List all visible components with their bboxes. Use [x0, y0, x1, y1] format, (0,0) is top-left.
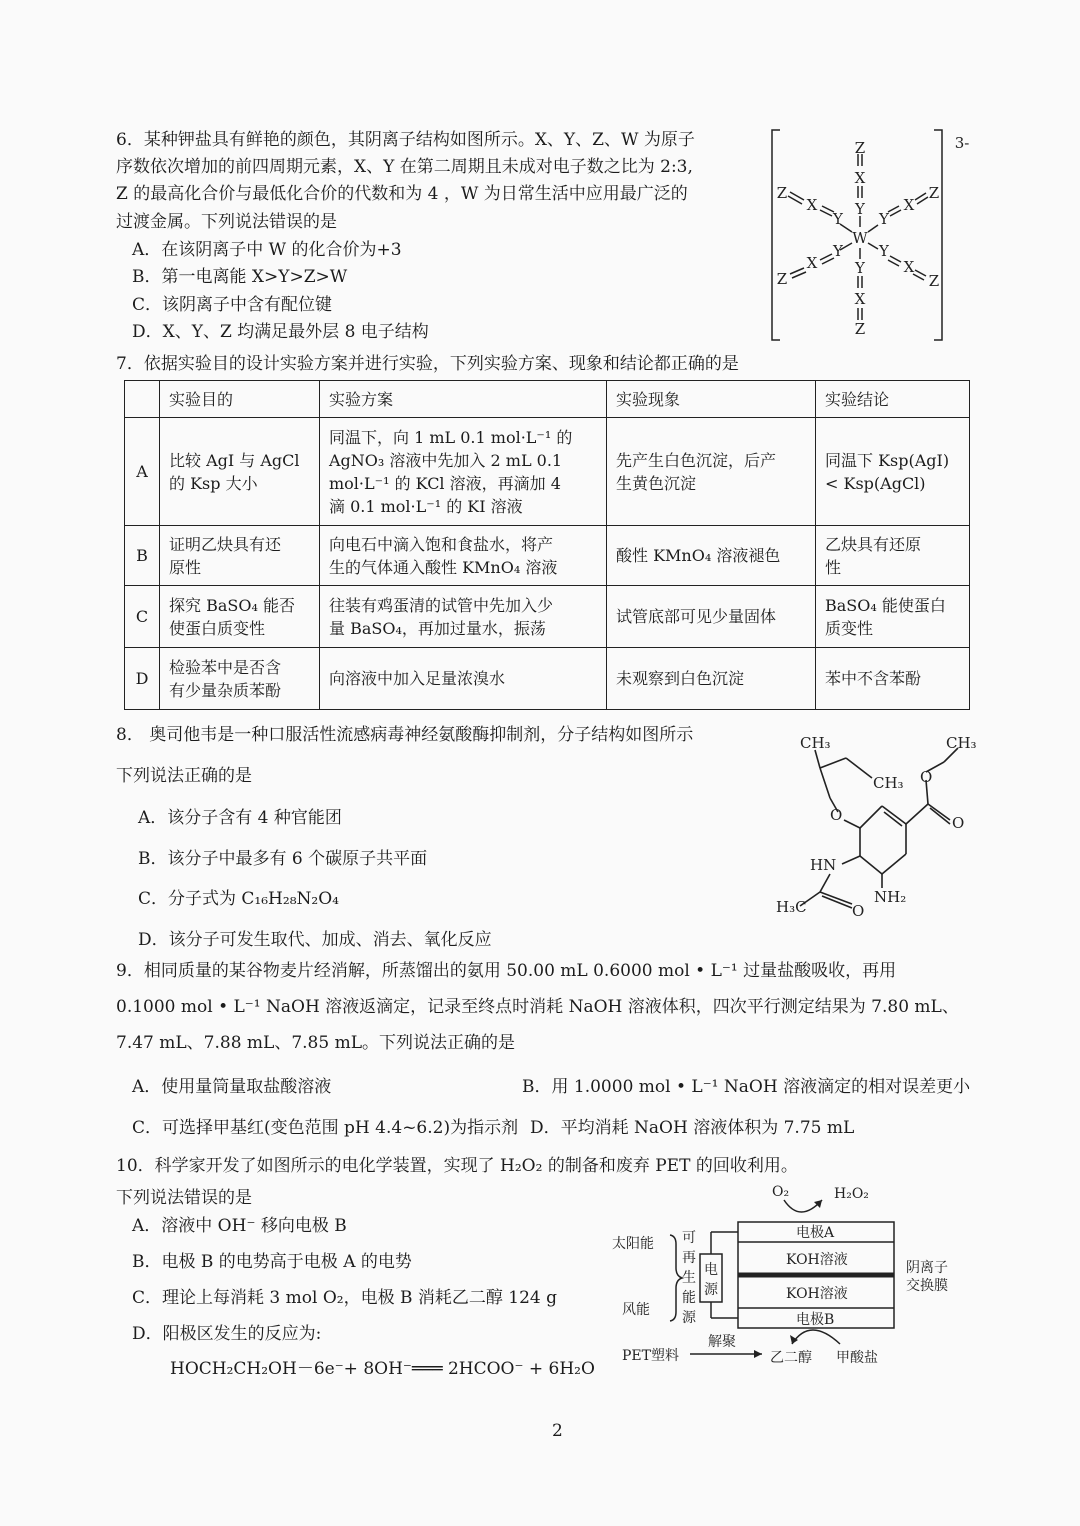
renewable-char: 源 [682, 1310, 696, 1326]
oxygen-label: O [852, 902, 865, 920]
atom-x: X [854, 290, 866, 308]
oxygen-label: O [920, 768, 933, 786]
koh-solution-bottom-label: KOH溶液 [786, 1286, 848, 1302]
row-label: C [125, 586, 160, 648]
col-purpose: 实验目的 [160, 381, 320, 418]
atom-y: Y [833, 210, 843, 228]
atom-x: X [854, 169, 866, 187]
table-row [125, 418, 970, 526]
purpose-cell: 证明乙炔具有还 原性 [160, 526, 320, 586]
ch3-label: CH₃ [946, 734, 977, 752]
q6-option-c[interactable]: C．该阴离子中含有配位键 [132, 295, 333, 315]
atom-z: Z [776, 270, 788, 288]
phenomenon-cell: 先产生白色沉淀，后产 生黄色沉淀 [607, 418, 816, 526]
q9-line-1: 9．相同质量的某谷物麦片经消解，所蒸馏出的氨用 50.00 mL 0.6000 mol • L⁻¹ 过量盐酸吸收，再用 [116, 961, 897, 981]
q10-option-d[interactable]: D．阳极区发生的反应为: [132, 1324, 322, 1344]
purpose-cell: 检验苯中是否含 有少量杂质苯酚 [160, 648, 320, 710]
glycol-label: 乙二醇 [770, 1350, 812, 1366]
electrode-a-label: 电极A [796, 1225, 835, 1241]
col-conclusion: 实验结论 [816, 381, 970, 418]
phenomenon-cell: 试管底部可见少量固体 [607, 586, 816, 648]
table-row [125, 586, 970, 648]
q8-option-c[interactable]: C．分子式为 C₁₆H₂₈N₂O₄ [138, 889, 339, 909]
koh-solution-top-label: KOH溶液 [786, 1252, 848, 1268]
atom-y: Y [833, 242, 843, 260]
phenomenon-cell: 酸性 KMnO₄ 溶液褪色 [607, 526, 816, 586]
experiment-table [124, 380, 970, 710]
q6-option-b[interactable]: B．第一电离能 X>Y>Z>W [132, 267, 348, 287]
plan-cell: 同温下，向 1 mL 0.1 mol·L⁻¹ 的 AgNO₃ 溶液中先加入 2 mL 0.1 mol·L⁻¹ 的 KCl 溶液，再滴加 4 滴 0.1 mol·L⁻¹ 的 KI 溶液 [320, 418, 607, 526]
row-label: A [125, 418, 160, 526]
atom-y: Y [879, 210, 889, 228]
q10-option-b[interactable]: B．电极 B 的电势高于电极 A 的电势 [132, 1252, 412, 1272]
q8-option-b[interactable]: B．该分子中最多有 6 个碳原子共平面 [138, 849, 428, 869]
plan-cell: 往装有鸡蛋清的试管中先加入少 量 BaSO₄，再加过量水，振荡 [320, 586, 607, 648]
renewable-char: 生 [682, 1270, 696, 1286]
atom-z: Z [854, 139, 866, 157]
atom-x: X [903, 196, 915, 214]
electrochemical-device-figure [600, 1180, 970, 1375]
q7-stem: 7．依据实验目的设计实验方案并进行实验，下列实验方案、现象和结论都正确的是 [116, 354, 739, 374]
q6-line-2: 序数依次增加的前四周期元素，X、Y 在第二周期且未成对电子数之比为 2:3, [116, 157, 693, 177]
oxygen-label: O [952, 814, 965, 832]
table-row [125, 648, 970, 710]
electrode-b-label: 电极B [796, 1312, 835, 1328]
ch3-label: CH₃ [800, 734, 831, 752]
plan-cell: 向电石中滴入饱和食盐水，将产 生的气体通入酸性 KMnO₄ 溶液 [320, 526, 607, 586]
q9-line-3: 7.47 mL、7.88 mL、7.85 mL。下列说法正确的是 [116, 1033, 515, 1053]
atom-x: X [806, 254, 818, 272]
q6-option-a[interactable]: A．在该阴离子中 W 的化合价为+3 [132, 240, 402, 260]
oxygen-label: O [830, 806, 843, 824]
row-label: B [125, 526, 160, 586]
membrane-label: 交换膜 [906, 1278, 948, 1294]
phenomenon-cell: 未观察到白色沉淀 [607, 648, 816, 710]
col-phenomenon: 实验现象 [607, 381, 816, 418]
conclusion-cell: 乙炔具有还原 性 [816, 526, 970, 586]
renewable-char: 能 [682, 1290, 696, 1306]
depolymerization-label: 解聚 [708, 1334, 736, 1350]
col-plan: 实验方案 [320, 381, 607, 418]
anode-equation: HOCH₂CH₂OH－6e⁻+ 8OH⁻═══ 2HCOO⁻ + 6H₂O [170, 1359, 595, 1379]
power-char: 电 [704, 1262, 718, 1278]
atom-z: Z [854, 320, 866, 338]
wind-label: 风能 [622, 1302, 650, 1318]
purpose-cell: 比较 AgI 与 AgCl 的 Ksp 大小 [160, 418, 320, 526]
q6-line-3: Z 的最高化合价与最低化合价的代数和为 4 ，W 为日常生活中应用最广泛的 [116, 184, 688, 204]
atom-x: X [903, 258, 915, 276]
q8-stem-2: 下列说法正确的是 [116, 766, 252, 786]
table-row [125, 526, 970, 586]
q10-option-c[interactable]: C．理论上每消耗 3 mol O₂，电极 B 消耗乙二醇 124 g [132, 1288, 558, 1308]
atom-z: Z [928, 272, 940, 290]
plan-cell: 向溶液中加入足量浓溴水 [320, 648, 607, 710]
formate-label: 甲酸盐 [836, 1350, 878, 1366]
atom-y: Y [879, 242, 889, 260]
q8-option-a[interactable]: A．该分子含有 4 种官能团 [138, 808, 342, 828]
table-header-row [125, 381, 970, 418]
power-char: 源 [704, 1282, 718, 1298]
q8-stem: 8． 奥司他韦是一种口服活性流感病毒神经氨酸酶抑制剂，分子结构如图所示 [116, 725, 694, 745]
nh2-label: NH₂ [874, 888, 907, 906]
oseltamivir-structure-figure [770, 728, 980, 928]
atom-x: X [806, 196, 818, 214]
solar-label: 太阳能 [612, 1236, 654, 1252]
atom-y: Y [855, 200, 865, 218]
q9-option-b[interactable]: B．用 1.0000 mol • L⁻¹ NaOH 溶液滴定的相对误差更小 [522, 1077, 971, 1097]
q9-option-a[interactable]: A．使用量筒量取盐酸溶液 [132, 1077, 332, 1097]
row-label: D [125, 648, 160, 710]
anion-structure-figure [768, 126, 978, 346]
q8-option-d[interactable]: D．该分子可发生取代、加成、消去、氧化反应 [138, 930, 492, 950]
o2-label: O₂ [772, 1184, 790, 1200]
q6-line-1: 6．某种钾盐具有鲜艳的颜色，其阴离子结构如图所示。X、Y、Z、W 为原子 [116, 130, 695, 150]
q6-option-d[interactable]: D．X、Y、Z 均满足最外层 8 电子结构 [132, 322, 429, 342]
hn-label: HN [810, 856, 837, 874]
ion-charge: 3- [954, 134, 970, 152]
conclusion-cell: 同温下 Ksp(AgI) < Ksp(AgCl) [816, 418, 970, 526]
q10-stem: 10．科学家开发了如图所示的电化学装置，实现了 H₂O₂ 的制备和废弃 PET 的回收利用。 [116, 1156, 798, 1176]
membrane-label: 阴离子 [906, 1260, 948, 1276]
conclusion-cell: BaSO₄ 能使蛋白 质变性 [816, 586, 970, 648]
renewable-char: 再 [682, 1250, 696, 1266]
q9-line-2: 0.1000 mol • L⁻¹ NaOH 溶液返滴定，记录至终点时消耗 NaOH 溶液体积，四次平行测定结果为 7.80 mL、 [116, 997, 959, 1017]
ch3-label: CH₃ [873, 774, 904, 792]
atom-w: W [852, 229, 868, 247]
q9-option-d[interactable]: D．平均消耗 NaOH 溶液体积为 7.75 mL [530, 1118, 855, 1138]
atom-z: Z [928, 184, 940, 202]
atom-y: Y [855, 259, 865, 277]
h3c-label: H₃C [776, 898, 807, 916]
renewable-char: 可 [682, 1230, 696, 1246]
q10-stem-2: 下列说法错误的是 [116, 1188, 252, 1208]
h2o2-label: H₂O₂ [834, 1186, 869, 1202]
pet-label: PET塑料 [622, 1348, 679, 1364]
q10-option-a[interactable]: A．溶液中 OH⁻ 移向电极 B [132, 1216, 347, 1236]
q9-option-c[interactable]: C．可选择甲基红(变色范围 pH 4.4~6.2)为指示剂 [132, 1118, 519, 1138]
atom-z: Z [776, 184, 788, 202]
page-number: 2 [552, 1421, 563, 1441]
conclusion-cell: 苯中不含苯酚 [816, 648, 970, 710]
purpose-cell: 探究 BaSO₄ 能否 使蛋白质变性 [160, 586, 320, 648]
q6-line-4: 过渡金属。下列说法错误的是 [116, 212, 337, 232]
